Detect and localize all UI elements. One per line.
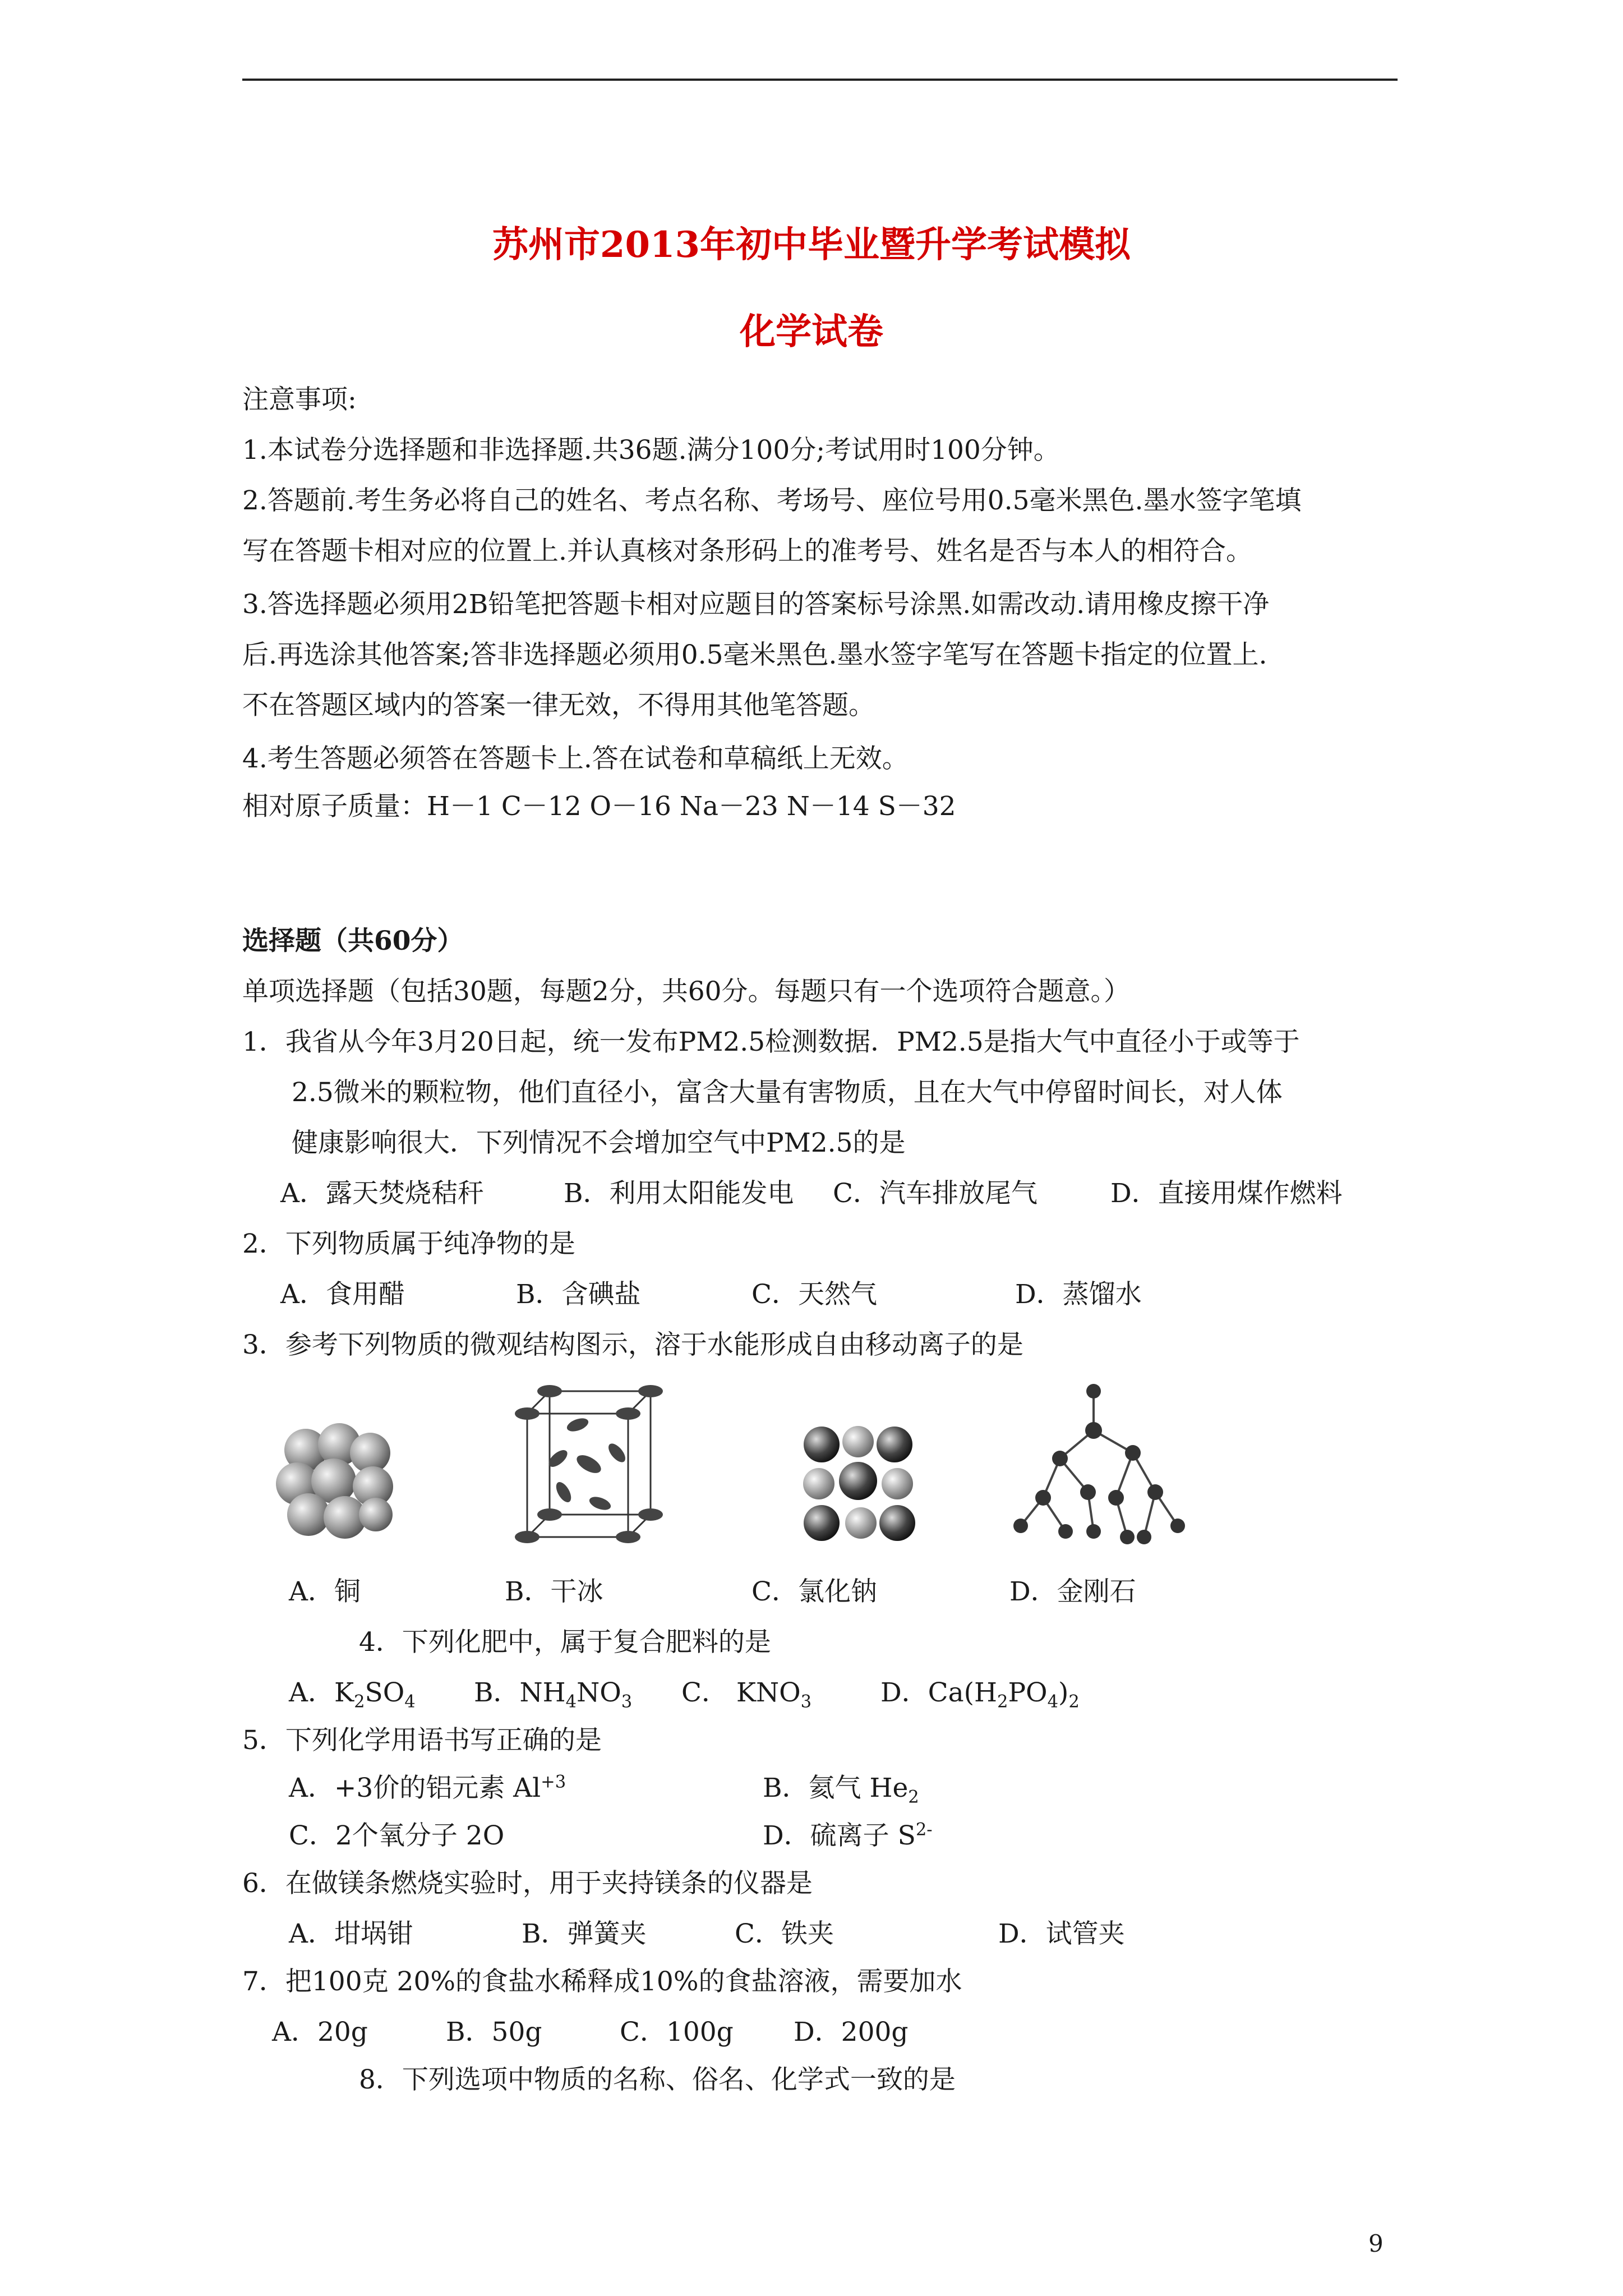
q1-option-d: D．直接用煤作燃料 <box>1110 1178 1343 1209</box>
atomic-mass-line: 相对原子质量：H－1 C－12 O－16 Na－23 N－14 S－32 <box>242 791 956 822</box>
q6-option-b: B．弹簧夹 <box>522 1918 647 1949</box>
q4-option-c: C． $KNO_3$ <box>681 1677 812 1712</box>
q6-option-c: C．铁夹 <box>735 1918 834 1949</box>
notes-heading: 注意事项: <box>242 384 357 415</box>
q5-option-a: A．+3价的铝元素 $Al^{+3}$ <box>289 1772 566 1803</box>
q6-option-d: D．试管夹 <box>998 1918 1125 1949</box>
header-rule <box>242 79 1398 81</box>
dry-ice-structure-image <box>505 1380 667 1565</box>
note-line: 不在答题区域内的答案一律无效，不得用其他笔答题。 <box>242 690 875 721</box>
diamond-structure-image <box>1004 1380 1195 1571</box>
q2-stem: 2．下列物质属于纯净物的是 <box>242 1228 575 1259</box>
section-instruction: 单项选择题（包括30题，每题2分，共60分。每题只有一个选项符合题意。） <box>242 976 1131 1007</box>
sodium-chloride-structure-image <box>791 1416 931 1557</box>
q5-option-d: D．硫离子 $S^{2-}$ <box>763 1820 933 1851</box>
note-line: 后.再选涂其他答案;答非选择题必须用0.5毫米黑色.墨水签字笔写在答题卡指定的位置上. <box>242 639 1267 670</box>
note-line: 1.本试卷分选择题和非选择题.共36题.满分100分;考试用时100分钟。 <box>242 435 1060 466</box>
q2-option-d: D．蒸馏水 <box>1015 1279 1142 1310</box>
q1-option-a: A．露天焚烧秸秆 <box>280 1178 484 1209</box>
page-subtitle: 化学试卷 <box>740 311 883 353</box>
q3-option-c: C．氯化钠 <box>751 1576 877 1607</box>
section-heading: 选择题（共60分） <box>242 926 464 956</box>
q1-stem: 1．我省从今年3月20日起，统一发布PM2.5检测数据．PM2.5是指大气中直径小于或等于 <box>242 1027 1300 1057</box>
note-line: 4.考生答题必须答在答题卡上.答在试卷和草稿纸上无效。 <box>242 743 909 774</box>
q7-option-b: B．50g <box>446 2017 542 2047</box>
q5-stem: 5．下列化学用语书写正确的是 <box>242 1725 602 1756</box>
copper-structure-image <box>272 1419 401 1548</box>
q1-option-c: C．汽车排放尾气 <box>833 1178 1038 1209</box>
page-number: 9 <box>1368 2230 1384 2257</box>
note-line: 2.答题前.考生务必将自己的姓名、考点名称、考场号、座位号用0.5毫米黑色.墨水签字笔填 <box>242 485 1302 516</box>
page-title: 苏州市2013年初中毕业暨升学考试模拟 <box>492 224 1131 266</box>
q7-option-a: A．20g <box>272 2017 368 2047</box>
q2-option-c: C．天然气 <box>751 1279 877 1310</box>
q3-option-d: D．金刚石 <box>1009 1576 1136 1607</box>
q7-option-c: C．100g <box>620 2017 734 2047</box>
q1-stem: 2.5微米的颗粒物，他们直径小，富含大量有害物质，且在大气中停留时间长，对人体 <box>292 1077 1283 1108</box>
q7-stem: 7．把100克 20%的食盐水稀释成10%的食盐溶液，需要加水 <box>242 1966 962 1997</box>
q1-option-b: B．利用太阳能发电 <box>564 1178 794 1209</box>
q1-stem: 健康影响很大．下列情况不会增加空气中PM2.5的是 <box>292 1128 906 1158</box>
q8-stem: 8．下列选项中物质的名称、俗名、化学式一致的是 <box>359 2064 956 2095</box>
q3-option-a: A．铜 <box>289 1576 361 1607</box>
q4-option-d: D．$Ca(H_2PO_4)_2$ <box>880 1677 1080 1712</box>
q2-option-b: B．含碘盐 <box>516 1279 641 1310</box>
q6-option-a: A．坩埚钳 <box>289 1918 413 1949</box>
q7-option-d: D．200g <box>794 2017 909 2047</box>
q3-option-b: B．干冰 <box>505 1576 603 1607</box>
note-line: 3.答选择题必须用2B铅笔把答题卡相对应题目的答案标号涂黑.如需改动.请用橡皮擦干净 <box>242 589 1270 620</box>
q2-option-a: A．食用醋 <box>280 1279 405 1310</box>
q4-option-a: A．$K_2SO_4$ <box>289 1677 416 1712</box>
q6-stem: 6．在做镁条燃烧实验时，用于夹持镁条的仪器是 <box>242 1868 813 1899</box>
q5-option-c: C．2个氧分子 2O <box>289 1820 505 1851</box>
q4-stem: 4．下列化肥中，属于复合肥料的是 <box>359 1627 771 1658</box>
q3-stem: 3．参考下列物质的微观结构图示，溶于水能形成自由移动离子的是 <box>242 1329 1023 1360</box>
q4-option-b: B．$NH_4NO_3$ <box>474 1677 633 1712</box>
note-line: 写在答题卡相对应的位置上.并认真核对条形码上的准考号、姓名是否与本人的相符合。 <box>242 536 1252 567</box>
q5-option-b: B．氦气 $He_2$ <box>763 1773 919 1807</box>
